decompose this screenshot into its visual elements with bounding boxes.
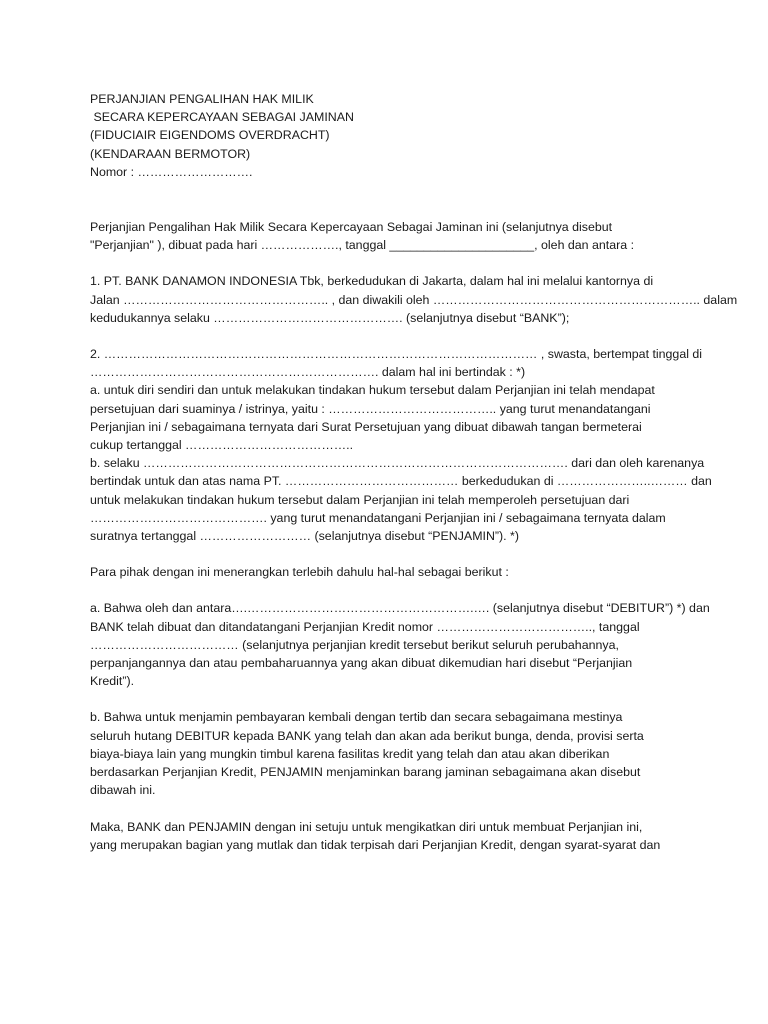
text-line: "Perjanjian" ), dibuat pada hari ………………., tanggal _____________________, oleh dan antara :	[90, 238, 635, 253]
text-line: Kredit”).	[90, 674, 135, 689]
paragraph-recital-a	[90, 599, 710, 690]
text-line: perpanjangannya dan atau pembaharuannya yang akan dibuat dikemudian hari disebut “Perjanjian	[90, 656, 633, 671]
text-line: dibawah ini.	[90, 783, 156, 798]
document-number: Nomor : ……………………….	[90, 164, 253, 179]
text-line: Para pihak dengan ini menerangkan terlebih dahulu hal-hal sebagai berikut :	[90, 565, 509, 580]
text-line: seluruh hutang DEBITUR kepada BANK yang telah dan akan ada berikut bunga, denda, provisi serta	[90, 728, 644, 743]
text-line: BANK telah dibuat dan ditandatangani Perjanjian Kredit nomor ……………………………….., tanggal	[90, 619, 640, 634]
text-line: yang merupakan bagian yang mutlak dan tidak terpisah dari Perjanjian Kredit, dengan syarat-syarat dan	[90, 837, 661, 852]
paragraph-party-bank	[90, 272, 738, 327]
text-line: ……………………………………………………………. dalam hal ini bertindak : *)	[90, 365, 526, 380]
paragraph-agreement	[90, 818, 690, 854]
text-line: Maka, BANK dan PENJAMIN dengan ini setuju untuk mengikatkan diri untuk membuat Perjanjian ini,	[90, 819, 643, 834]
text-line: b. Bahwa untuk menjamin pembayaran kembali dengan tertib dan secara sebagaimana mestinya	[90, 710, 623, 725]
paragraph-party-guarantor	[90, 345, 712, 545]
document-body	[90, 90, 738, 854]
paragraph-intro	[90, 218, 690, 254]
text-line: Perjanjian ini / sebagaimana ternyata dari Surat Persetujuan yang dibuat dibawah tangan bermeterai	[90, 419, 642, 434]
text-line: Jalan ………………………………………….. , dan diwakili oleh ……………………………………………………….. dalam	[90, 292, 738, 307]
text-line: persetujuan dari suaminya / istrinya, yaitu : ………………………………….. yang turut menandatangani	[90, 401, 651, 416]
text-line: berdasarkan Perjanjian Kredit, PENJAMIN menjaminkan barang jaminan sebagaimana akan disebut	[90, 765, 641, 780]
title-block	[90, 90, 690, 181]
text-line: kedudukannya selaku ………………………………………. (selanjutnya disebut “BANK”);	[90, 310, 570, 325]
text-line: untuk melakukan tindakan hukum tersebut dalam Perjanjian ini telah memperoleh persetujuan dari	[90, 492, 630, 507]
text-line: a. untuk diri sendiri dan untuk melakukan tindakan hukum tersebut dalam Perjanjian ini telah mendapat	[90, 383, 655, 398]
subtitle-line: SECARA KEPERCAYAAN SEBAGAI JAMINAN	[90, 110, 354, 125]
text-line: b. selaku …………………………………………………………………………………………. dari dan oleh karenanya	[90, 456, 705, 471]
text-line: biaya-biaya lain yang mungkin timbul karena fasilitas kredit yang telah dan atau akan diberikan	[90, 746, 610, 761]
text-line: a. Bahwa oleh dan antara….……………………………………………….…. (selanjutnya disebut “DEBITUR”) *) dan	[90, 601, 710, 616]
text-line: 2. …………………………………………………………………………………………… , swasta, bertempat tinggal di	[90, 347, 703, 362]
text-line: ……………………………………. yang turut menandatangani Perjanjian ini / sebagaimana ternyata dalam	[90, 510, 666, 525]
text-line: cukup tertanggal …………………………………..	[90, 438, 354, 453]
title-line: PERJANJIAN PENGALIHAN HAK MILIK	[90, 92, 314, 106]
text-line: ……………………………… (selanjutnya perjanjian kredit tersebut berikut seluruh perubahannya,	[90, 637, 619, 652]
text-line: suratnya tertanggal ……………………… (selanjutnya disebut “PENJAMIN”). *)	[90, 529, 519, 544]
text-line: Perjanjian Pengalihan Hak Milik Secara Kepercayaan Sebagai Jaminan ini (selanjutnya disebut	[90, 220, 613, 235]
paragraph-preamble	[90, 563, 690, 581]
subtitle-line: (FIDUCIAIR EIGENDOMS OVERDRACHT)	[90, 128, 330, 143]
text-line: bertindak untuk dan atas nama PT. …………………………………… berkedudukan di …………………..……… dan	[90, 474, 712, 489]
paragraph-recital-b	[90, 708, 690, 799]
text-line: 1. PT. BANK DANAMON INDONESIA Tbk, berkedudukan di Jakarta, dalam hal ini melalui kantornya di	[90, 274, 654, 289]
subtitle-line: (KENDARAAN BERMOTOR)	[90, 146, 251, 161]
